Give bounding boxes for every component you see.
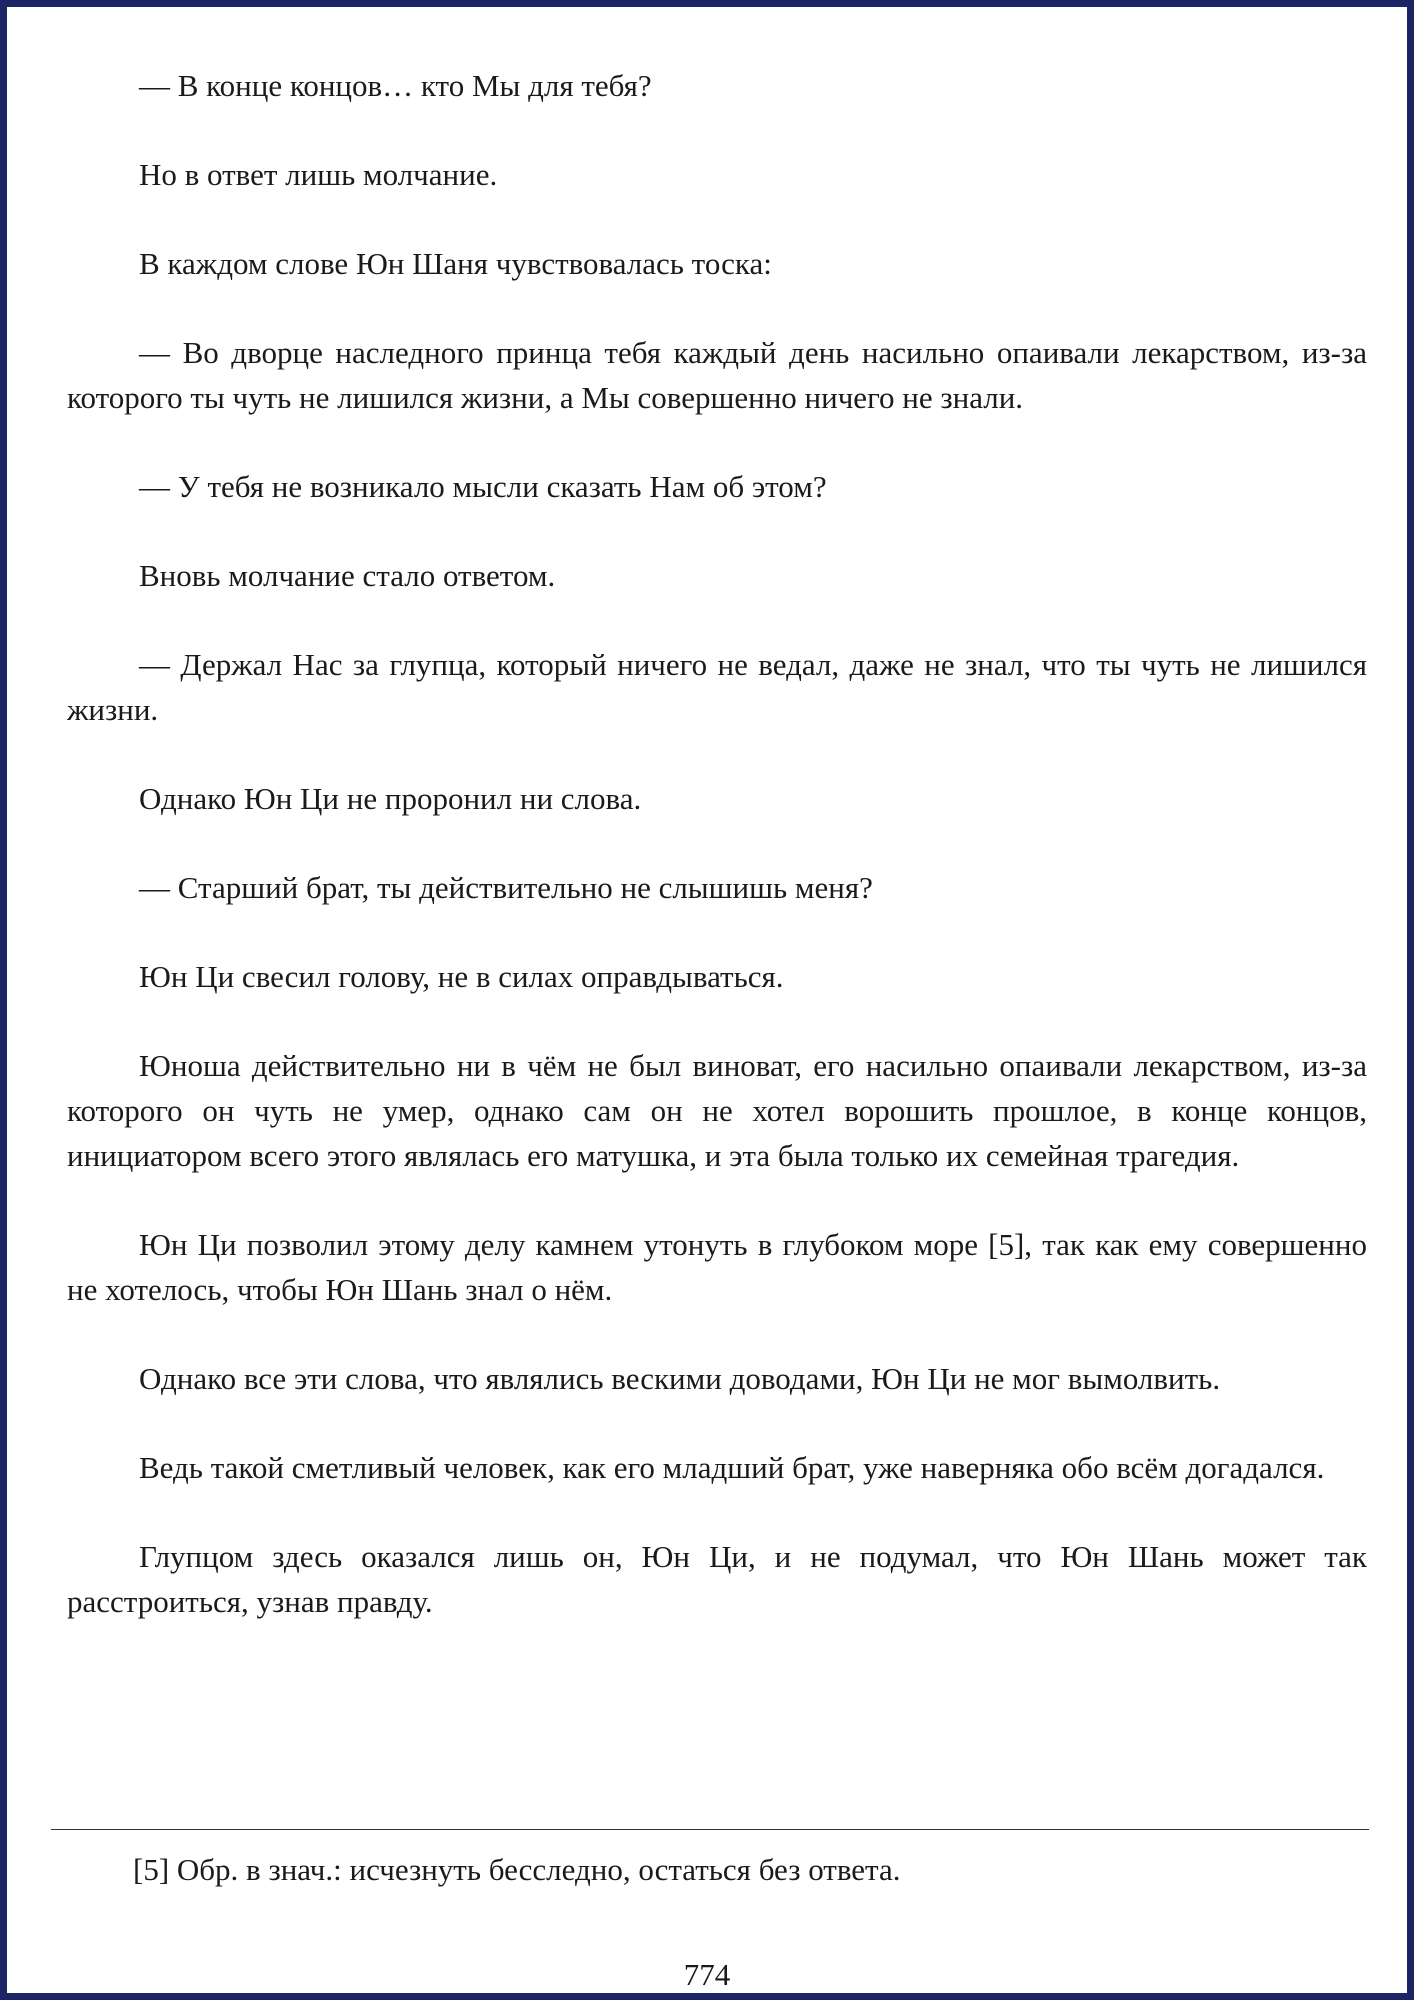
paragraph: — Во дворце наследного принца тебя каждый день насильно опаивали лекарством, из-за которого ты чуть не лишился жизни, а Мы совершенно ничего не знали. (67, 335, 1367, 415)
paragraph: В каждом слове Юн Шаня чувствовалась тоска: (139, 246, 772, 281)
paragraph: Юн Ци свесил голову, не в силах оправдываться. (139, 959, 784, 994)
paragraph: Ведь такой сметливый человек, как его младший брат, уже наверняка обо всём догадался. (139, 1450, 1325, 1485)
paragraph: — У тебя не возникало мысли сказать Нам об этом? (139, 469, 827, 504)
paragraph: — Держал Нас за глупца, который ничего не ведал, даже не знал, что ты чуть не лишился жизни. (67, 647, 1367, 727)
paragraph: — В конце концов… кто Мы для тебя? (139, 68, 652, 103)
paragraph: Глупцом здесь оказался лишь он, Юн Ци, и не подумал, что Юн Шань может так расстроиться, узнав правду. (67, 1539, 1367, 1619)
page-number: 774 (683, 1957, 731, 1992)
footnote-divider (51, 1829, 1369, 1830)
paragraph: Но в ответ лишь молчание. (139, 157, 498, 192)
paragraph: — Старший брат, ты действительно не слышишь меня? (139, 870, 873, 905)
paragraph: Однако все эти слова, что являлись вескими доводами, Юн Ци не мог вымолвить. (139, 1361, 1221, 1396)
paragraph: Юн Ци позволил этому делу камнем утонуть в глубоком море [5], так как ему совершенно не хотелось, чтобы Юн Шань знал о нём. (67, 1227, 1367, 1307)
paragraph: Юноша действительно ни в чём не был виноват, его насильно опаивали лекарством, из-за которого он чуть не умер, однако сам он не хотел ворошить прошлое, в конце концов, инициатором всего этого являлась его матушка, и эта была только их семейная трагедия. (67, 1048, 1367, 1173)
main-text (67, 63, 1367, 1668)
footnote: [5] Обр. в знач.: исчезнуть бесследно, остаться без ответа. (133, 1852, 901, 1887)
paragraph: Однако Юн Ци не проронил ни слова. (139, 781, 642, 816)
paragraph: Вновь молчание стало ответом. (139, 558, 556, 593)
